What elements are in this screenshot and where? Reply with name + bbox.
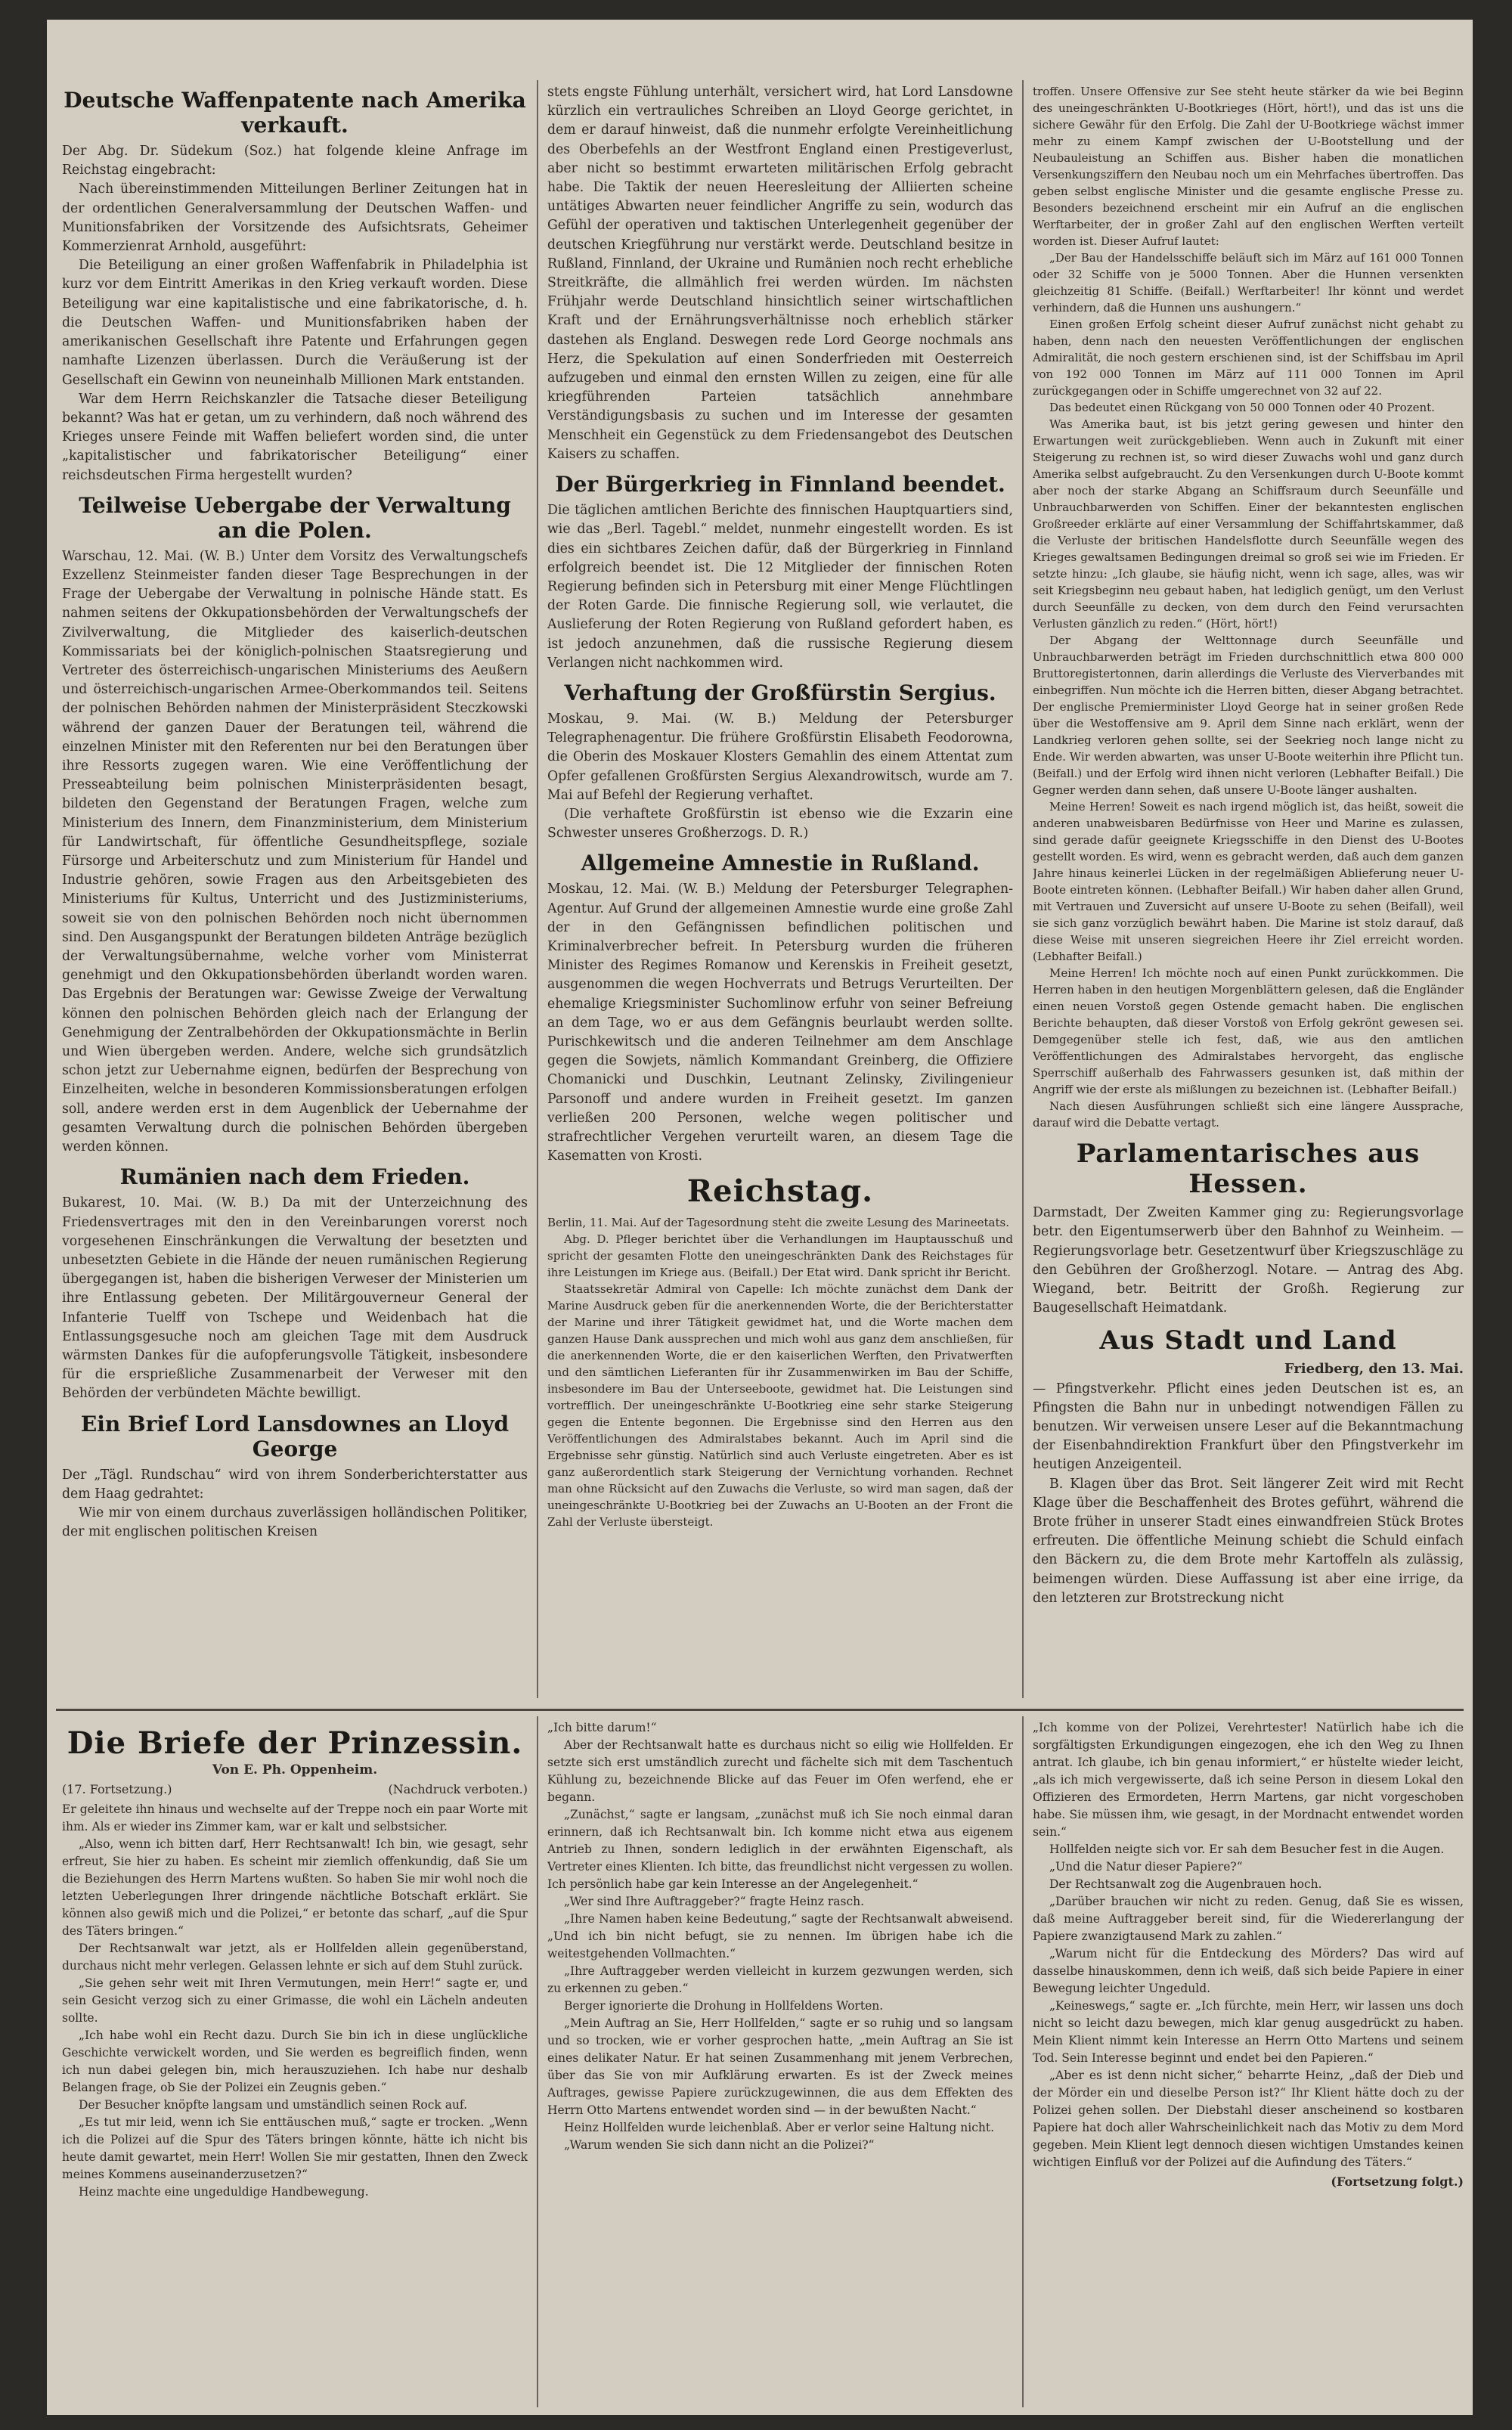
article-hessen xyxy=(1033,1139,1464,1318)
column-rule xyxy=(1022,80,1024,1698)
reprint-notice: (Nachdruck verboten.) xyxy=(388,1782,528,1796)
paragraph: Abg. D. Pfleger berichtet über die Verhandlungen im Hauptausschuß und spricht der gesamten Flotte den uneingeschränkten Dank des Reichstages für ihre Leistungen im Kriege aus. (Beifall.) Der Etat wird. Dank spricht ihr Bericht. xyxy=(547,1232,1013,1279)
dateline: Friedberg, den 13. Mai. xyxy=(1284,1360,1464,1377)
paragraph: Hollfelden neigte sich vor. Er sah dem Besucher fest in die Augen. xyxy=(1049,1843,1445,1856)
paragraph: — Pfingstverkehr. Pflicht eines jeden Deutschen ist es, an Pfingsten die Bahn nur in unbedingt notwendigen Fällen zu benutzen. Wir verweisen unsere Leser auf die Bekanntmachung der Eisenbahndirektion Frankfurt über den Pfingstverkehr im heutigen Anzeigenteil. xyxy=(1033,1381,1464,1473)
serial-title: Die Briefe der Prinzessin. xyxy=(67,1725,523,1761)
paragraph: „Ihre Namen haben keine Bedeutung,“ sagte der Rechtsanwalt abweisend. „Und ich bin nicht befugt, sie zu nennen. Im übrigen habe ich die weitestgehenden Vollmachten.“ xyxy=(547,1912,1013,1960)
paragraph: „Ich habe wohl ein Recht dazu. Durch Sie bin ich in diese unglückliche Geschichte verwickelt worden, und Sie werden es begreiflich finden, wenn ich nun dabei gelegen bin, mich herauszuziehen. Ich habe nur deshalb Belangen frage, ob Sie der Polizei ein Zeugnis geben.“ xyxy=(62,2029,528,2094)
paragraph: Einen großen Erfolg scheint dieser Aufruf zunächst nicht gehabt zu haben, denn nach den neuesten Veröffentlichungen der englischen Admiralität, die noch gestern erschienen sind, ist der Schiffsbau im April von 192 000 Tonnen im März auf 111 000 Tonnen im April zurückgegangen oder in Schiffe umgerechnet von 32 auf 22. xyxy=(1033,318,1464,398)
column-1 xyxy=(62,83,528,1694)
article-verwaltung-polen xyxy=(62,493,528,1158)
article-waffenpatente xyxy=(62,88,528,485)
article-stadt-land xyxy=(1033,1325,1464,1608)
paragraph: Nach übereinstimmenden Mitteilungen Berliner Zeitungen hat in der ordentlichen Generalversammlung der Deutschen Waffen- und Munitionsfabriken der Vorsitzende des Aufsichtsrats, Geheimer Kommerzienrat Arnhold, ausgeführt: xyxy=(62,181,528,255)
headline: Der Bürgerkrieg in Finnland beendet. xyxy=(555,472,1005,497)
serial-byline xyxy=(62,1782,528,1796)
article-lansdowne-brief xyxy=(62,1412,528,1542)
article-lansdowne-cont xyxy=(547,83,1013,464)
feuilleton-col-1 xyxy=(62,1719,528,2407)
paragraph: Heinz Hollfelden wurde leichenblaß. Aber er verlor seine Haltung nicht. xyxy=(564,2121,995,2134)
paragraph: „Wer sind Ihre Auftraggeber?“ fragte Heinz rasch. xyxy=(564,1895,865,1908)
paragraph: Meine Herren! Soweit es nach irgend möglich ist, das heißt, soweit die anderen unabweisbaren Bedürfnisse von Heer und Marine es zulassen, sind gerade dafür geeignete Kriegsschiffe in den Dienst des U-Bootes gestellt worden. Es wird, wenn es gebracht werden, daß auch dem ganzen Jahre hinaus keinerlei Lücken in der regelmäßigen Ablieferung neuer U-Boote eintreten können. (Lebhafter Beifall.) Wir haben daher allen Grund, mit Vertrauen und Zuversicht auf unsere U-Boote zu sehen (Beifall), weil sie sich ganz vorzüglich bewährt haben. Die Marine ist stolz darauf, daß diese Weise mit unseren siegreichen Heere ihr Ziel erreicht worden. (Lebhafter Beifall.) xyxy=(1033,800,1464,963)
paragraph: Der Abg. Dr. Südekum (Soz.) hat folgende kleine Anfrage im Reichstag eingebracht: xyxy=(62,144,528,178)
headline: Reichstag. xyxy=(686,1173,874,1210)
paragraph: B. Klagen über das Brot. Seit längerer Zeit wird mit Recht Klage über die Beschaffenheit des Brotes geführt, während die Brote früher in unserer Stadt eines einwandfreien Stück Brotes erfreuten. Die öffentliche Meinung schiebt die Schuld einfach den Bäckern zu, die dem Brote mehr Kartoffeln als zulässig, beimengen würden. Diese Auffassung ist aber eine irrige, da den letzteren zur Brotstreckung nicht xyxy=(1033,1476,1464,1606)
paragraph: Er geleitete ihn hinaus und wechselte auf der Treppe noch ein paar Worte mit ihm. Als er wieder ins Zimmer kam, war er kalt und selbstsicher. xyxy=(62,1802,528,1833)
paragraph: Moskau, 12. Mai. (W. B.) Meldung der Petersburger Telegraphen-Agentur. Auf Grund der allgemeinen Amnestie wurde eine große Zahl der in den Gefängnissen befindlichen politischen und Kriminalverbrecher befreit. In Petersburg wurden die früheren Minister des Regimes Romanow und Kerenskis in Freiheit gesetzt, ausgenommen die wegen Hochverrats und Betrugs Verurteilten. Der ehemalige Kriegsminister Suchomlinow erfuhr von seiner Befreiung an dem Tage, wo er aus dem Gefängnis beurlaubt werden sollte. Purischkewitsch und die anderen Teilnehmer am dem Anschlage gegen die Sowjets, nämlich Kommandant Greinberg, die Offiziere Chomanicki und Duschkin, Leutnant Zelinsky, Zivilingenieur Parsonoff und andere wurden in Freiheit gesetzt. Im ganzen verließen 200 Personen, welche wegen politischer und strafrechtlicher Vergehen verurteilt waren, an diesem Tage die Kasematten von Krosti. xyxy=(547,882,1013,1164)
column-rule xyxy=(1022,1716,1024,2407)
paragraph: Nach diesen Ausführungen schließt sich eine längere Aussprache, darauf wird die Debatte vertagt. xyxy=(1033,1099,1464,1130)
article-amnestie xyxy=(547,851,1013,1166)
article-reichstag xyxy=(547,1173,1013,1530)
column-rule xyxy=(537,1716,538,2407)
article-grossfuerstin xyxy=(547,680,1013,843)
continued-notice: (Fortsetzung folgt.) xyxy=(1331,2174,1464,2189)
headline: Allgemeine Amnestie in Rußland. xyxy=(581,851,980,876)
paragraph: Berlin, 11. Mai. Auf der Tagesordnung steht die zweite Lesung des Marineetats. xyxy=(547,1215,1009,1229)
article-rumaenien xyxy=(62,1164,528,1403)
paragraph: „Ich bitte darum!“ xyxy=(547,1721,657,1734)
feuilleton-rule xyxy=(56,1709,1464,1711)
column-3 xyxy=(1033,83,1464,1694)
newspaper-page xyxy=(47,20,1473,2415)
paragraph: Der Besucher knöpfte langsam und umständlich seinen Rock auf. xyxy=(79,2098,468,2112)
paragraph: Darmstadt, Der Zweiten Kammer ging zu: Regierungsvorlage betr. den Eigentumserwerb über den Bahnhof zu Weinheim. — Regierungsvorlage betr. Gesetzentwurf über Kriegszuschläge zu den Gebühren der Großherzogl. Notare. — Antrag des Abg. Wiegand, betr. Beitritt der Großh. Regierung zur Baugesellschaft Heimatdank. xyxy=(1033,1205,1464,1316)
headline: Rumänien nach dem Frieden. xyxy=(119,1164,470,1190)
headline: Aus Stadt und Land xyxy=(1099,1325,1397,1356)
paragraph: Die täglichen amtlichen Berichte des finnischen Hauptquartiers sind, wie das „Berl. Tagebl.“ meldet, nunmehr eingestellt worden. Es ist dies ein sichtbares Zeichen dafür, daß der Bürgerkrieg in Finnland erfolgreich beendet ist. Die 12 Mitglieder der finnischen Roten Regierung befinden sich in Petersburg mit einer Menge Flüchtlingen der Roten Garde. Die finnische Regierung soll, wie verlautet, die Auslieferung der Roten Regierung von Rußland gefordert haben, es ist jedoch anzunehmen, daß die russische Regierung diesem Verlangen nicht nachkommen wird. xyxy=(547,503,1013,671)
headline: Deutsche Waffenpatente nach Amerika verkauft. xyxy=(64,88,526,138)
paragraph: „Sie gehen sehr weit mit Ihren Vermutungen, mein Herr!“ sagte er, und sein Gesicht verzog sich zu einer Grimasse, die wohl ein Lächeln andeuten sollte. xyxy=(62,1976,528,2025)
paragraph: Der Abgang der Welttonnage durch Seeunfälle und Unbrauchbarwerden beträgt im Frieden durchschnittlich etwa 800 000 Bruttoregistertonnen, darin allerdings die Verluste des Vierverbandes mit einbegriffen. Nun möchte ich die Herren bitten, dieser Abgang betrachtet. Der englische Premierminister Lloyd George hat in seiner großen Rede über die Westoffensive am 9. April dem Sinne nach erklärt, wenn der Landkrieg verloren gehen sollte, sei der Seekrieg noch lange nicht zu Ende. Wir werden abwarten, was unser U-Boote weiterhin ihre Pflicht tun. (Beifall.) und der Erfolg wird ihnen nicht verloren (Lebhafter Beifall.) Die Gegner werden dann sehen, daß unsere U-Boote länger aushalten. xyxy=(1033,634,1464,797)
paragraph: „Darüber brauchen wir nicht zu reden. Genug, daß Sie es wissen, daß meine Auftraggeber bereit sind, für die Wiedererlangung der Papiere zwanzigtausend Mark zu zahlen.“ xyxy=(1033,1895,1464,1943)
paragraph: „Aber es ist denn nicht sicher,“ beharrte Heinz, „daß der Dieb und der Mörder ein und dieselbe Person ist?“ Ihr Klient hätte doch zu der Polizei gehen sollen. Der Diebstahl dieser anscheinend so kostbaren Papiere hat doch aller Wahrscheinlichkeit nach das Motiv zu dem Mord gegeben. Mein Klient legt dennoch diesen wichtigen Umstandes keinen wichtigen Einfluß vor der Polizei auf die Aufindung des Täters.“ xyxy=(1033,2069,1464,2169)
paragraph: Wie mir von einem durchaus zuverlässigen holländischen Politiker, der mit englischen politischen Kreisen xyxy=(62,1505,528,1540)
paragraph: War dem Herrn Reichskanzler die Tatsache dieser Beteiligung bekannt? Was hat er getan, um zu verhindern, daß noch während des Krieges unsere Feinde mit Waffen beliefert worden sind, die unter „kapitalistischer und fabrikatorischer Beteiligung“ einer reichsdeutschen Firma hergestellt wurden? xyxy=(62,391,528,483)
article-finnland xyxy=(547,472,1013,673)
paragraph: (Die verhaftete Großfürstin ist ebenso wie die Exzarin eine Schwester unseres Großherzogs. D. R.) xyxy=(547,806,1013,842)
paragraph: Aber der Rechtsanwalt hatte es durchaus nicht so eilig wie Hollfelden. Er setzte sich erst umständlich zurecht und fächelte sich mit dem Taschentuch Kühlung zu, bezeichnende Blicke auf das Feuer im Ofen werfend, ehe er begann. xyxy=(547,1738,1013,1804)
installment-label: (17. Fortsetzung.) xyxy=(62,1782,172,1796)
paragraph: „Und die Natur dieser Papiere?“ xyxy=(1049,1860,1243,1874)
paragraph: „Also, wenn ich bitten darf, Herr Rechtsanwalt! Ich bin, wie gesagt, sehr erfreut, Sie hier zu haben. Es scheint mir ziemlich offenkundig, daß Sie um die Beziehungen des Herrn Martens wußten. So haben Sie mir wohl noch die letzten Ueberlegungen Ihrer dringende nächtliche Botschaft erklärt. Sie können also gewiß mich und die Polizei,“ er betonte das scharf, „auf die Spur des Täters bringen.“ xyxy=(62,1837,528,1938)
paragraph: „Ich komme von der Polizei, Verehrtester! Natürlich habe ich die sorgfältigsten Erkundigungen eingezogen, ehe ich den Weg zu Ihnen antrat. Ich glaube, ich bin genau informiert,“ er hüstelte wieder leicht, „als ich mich vergewisserte, daß ich seine Person in diesem Lokal den Offizieren des Ermordeten, Herrn Martens, gar nicht vorgeschoben habe. Sie müssen ihm, wie gesagt, in der Mordnacht entwendet worden sein.“ xyxy=(1033,1721,1464,1839)
paragraph: „Warum nicht für die Entdeckung des Mörders? Das wird auf dasselbe hinauskommen, denn ich weiß, daß sich beide Papiere in einer Bewegung leichter Ungeduld. xyxy=(1033,1947,1464,1995)
feuilleton-col-2 xyxy=(547,1719,1013,2407)
paragraph: troffen. Unsere Offensive zur See steht heute stärker da wie bei Beginn des uneingeschränkten U-Bootkrieges (Hört, hört!), und das ist uns die sichere Gewähr für den Erfolg. Die Zahl der U-Bootkriege wächst immer mehr zu einem Kampf zwischen der U-Bootstellung und der Neubauleistung an Schiffen aus. Bisher haben die monatlichen Versenkungsziffern den Neubau noch um ein Mehrfaches übertroffen. Das geben selbst englische Minister und die gesamte englische Presse zu. Besonders bezeichnend erscheint mir ein Aufruf an die englischen Werftarbeiter, der in großer Zahl auf den englischen Werften verteilt worden ist. Dieser Aufruf lautet: xyxy=(1033,85,1464,248)
paragraph: Moskau, 9. Mai. (W. B.) Meldung der Petersburger Telegraphenagentur. Die frühere Großfürstin Elisabeth Feodorowna, die Oberin des Moskauer Klosters Gemahlin des einem Attentat zum Opfer gefallenen Großfürsten Sergius Alexandrowitsch, wurde am 7. Mai auf Befehl der Regierung verhaftet. xyxy=(547,711,1013,803)
paragraph: „Mein Auftrag an Sie, Herr Hollfelden,“ sagte er so ruhig und so langsam und so trocken, wie er vorher gesprochen hatte, „mein Auftrag an Sie ist eines delikater Natur. Er hat seinen Zusammenhang mit jenem Verbrechen, über das Sie von mir Aufklärung erwarten. Es ist der Zweck meines Auftrages, gewisse Papiere zurückzugewinnen, die aus dem Effekten des Herrn Otto Martens entwendet worden sind — in der bewußten Nacht.“ xyxy=(547,2016,1013,2117)
headline: Ein Brief Lord Lansdownes an Lloyd George xyxy=(80,1411,510,1461)
paragraph: „Warum wenden Sie sich dann nicht an die Polizei?“ xyxy=(564,2138,875,2152)
paragraph: Was Amerika baut, ist bis jetzt gering gewesen und hinter den Erwartungen weit zurückgeblieben. Wenn auch in Zukunft mit einer Steigerung zu rechnen ist, so wird dieser Zuwachs wohl und ganz durch Amerika selbst aufgebraucht. Zu den Versenkungen durch U-Boote kommt aber noch der starke Abgang an Schiffsraum durch Seeunfälle und Unbrauchbarwerden von Schiffen. Einer der bekanntesten englischen Großreeder erklärte auf einer Versammlung der Schiffahrtskammer, daß die Verluste der britischen Handelsflotte durch Seeunfälle wegen des Krieges gewaltsamen Bedingungen dreimal so groß sei wie im Frieden. Er setzte hinzu: „Ich glaube, sie häufig nicht, wenn ich sage, alles, was wir seit Kriegsbeginn neu gebaut haben, hat lediglich genügt, um den Verlust durch Seeunfälle zu decken, von dem durch den Feind verursachten Verlusten gänzlich zu reden.“ (Hört, hört!) xyxy=(1033,417,1464,631)
paragraph: Warschau, 12. Mai. (W. B.) Unter dem Vorsitz des Verwaltungschefs Exzellenz Steinmeister fanden dieser Tage Besprechungen in der Frage der Uebergabe der Verwaltung in polnische Hände statt. Es nahmen seitens der Okkupationsbehörden der Verwaltungschefs der Zivilverwaltung, die Mitglieder des kaiserlich-deutschen Kommissariats bei der königlich-polnischen Staatsregierung und Vertreter des österreichisch-ungarischen Ministeriums des Aeußern und österreichisch-ungarischen Armee-Oberkommandos teil. Seitens der polnischen Behörden nahmen der Ministerpräsident Steczkowski während der ganzen Dauer der Beratungen teil, während die einzelnen Minister mit den Referenten nur bei den Beratungen über ihre Ressorts zugegen waren. Wie eine Veröffentlichung der Presseabteilung beim polnischen Ministerpräsidenten besagt, bildeten den Gegenstand der Beratungen Fragen, welche zum Ministerium des Innern, dem Finanzministerium, dem Ministerium für Landwirtschaft, für öffentliche Gesundheitspflege, soziale Fürsorge und Arbeiterschutz und zum Ministerium für Handel und Industrie gehören, sowie Fragen aus den Arbeitsgebieten des Ministeriums für Kultus, Unterricht und des Justizministeriums, soweit sie von den polnischen Behörden noch nicht übernommen sind. Den Ausgangspunkt der Beratungen bildeten Anträge bezüglich der Verwaltungsübernahme, welche vorher vom Ministerrat genehmigt und den Okkupationsbehörden überlandt worden waren. Das Ergebnis der Beratungen war: Gewisse Zweige der Verwaltung können den polnischen Behörden gleich nach der Erlangung der Genehmigung der Zentralbehörden der Okkupationsmächte in Berlin und Wien übergeben werden. Andere, welche sich grundsätzlich schon jetzt zur Uebernahme eignen, bedürfen der Besprechung von Einzelheiten, welche in besonderen Kommissionsberatungen erfolgen soll, andere werden erst in dem Augenblick der Uebernahme der gesamten Verwaltung durch die polnischen Behörden übergeben werden können. xyxy=(62,548,528,1155)
paragraph: „Es tut mir leid, wenn ich Sie enttäuschen muß,“ sagte er trocken. „Wenn ich die Polizei auf die Spur des Täters bringen könnte, hätte ich nicht bis heute damit gewartet, mein Herr! Wollen Sie mir gestatten, Ihnen den Zweck meines Kommens auseinanderzusetzen?“ xyxy=(62,2115,528,2181)
feuilleton-col-3 xyxy=(1033,1719,1464,2407)
paragraph: Berger ignorierte die Drohung in Hollfeldens Worten. xyxy=(564,1999,884,2013)
headline: Verhaftung der Großfürstin Sergius. xyxy=(564,680,996,705)
article-reichstag-cont xyxy=(1033,83,1464,1131)
column-rule xyxy=(537,80,538,1698)
paragraph: Das bedeutet einen Rückgang von 50 000 Tonnen oder 40 Prozent. xyxy=(1049,401,1435,414)
serial-author: Von E. Ph. Oppenheim. xyxy=(212,1762,378,1778)
paragraph: Meine Herren! Ich möchte noch auf einen Punkt zurückkommen. Die Herren haben in den heutigen Morgenblättern gelesen, daß die Engländer einen neuen Vorstoß gegen Ostende gemacht haben. Die englischen Berichte behaupten, daß dieser Vorstoß von Erfolg gekrönt gewesen sei. Demgegenüber stelle ich fest, daß, wie aus den amtlichen Veröffentlichungen des Admiralstabes hervorgeht, das englische Sperrschiff außerhalb des Fahrwassers gesunken ist, daß mithin der Angriff wie der erste als mißlungen zu bezeichnen ist. (Lebhafter Beifall.) xyxy=(1033,966,1464,1096)
paragraph: stets engste Fühlung unterhält, versichert wird, hat Lord Lansdowne kürzlich ein vertrauliches Schreiben an Lloyd George gerichtet, in dem er darauf hinweist, daß die nunmehr erfolgte Vereinheitlichung des Oberbefehls an der Westfront England einen Prestigeverlust, aber nicht so bestimmt erwarteten militärischen Erfolg gebracht habe. Die Taktik der neuen Heeresleitung der Alliierten scheine untätiges Abwarten neuer feindlicher Angriffe zu sein, wodurch das Gefühl der operativen und taktischen Unterlegenheit gegenüber der deutschen Kriegführung nur verstärkt werde. Deutschland besitze in Rußland, Finnland, der Ukraine und Rumänien noch recht erhebliche Streitkräfte, die allmählich frei werden würden. Im nächsten Frühjahr werde Deutschland hinsichtlich seiner wirtschaftlichen Kraft und der Ernährungsverhältnisse noch erheblich stärker dastehen als England. Deswegen rede Lord George nochmals ans Herz, die Spekulation auf einen Sonderfrieden mit Oesterreich aufzugeben und einmal den ernsten Willen zu zeigen, eine für alle kriegführenden Parteien tatsächlich annehmbare Verständigungsbasis zu suchen und im Interesse der gesamten Menschheit ein Gegenstück zu dem Friedensangebot des Deutschen Kaisers zu schaffen. xyxy=(547,85,1013,462)
paragraph: Staatssekretär Admiral von Capelle: Ich möchte zunächst dem Dank der Marine Ausdruck geben für die anerkennenden Worte, die der Berichterstatter der Marine und ihrer Tätigkeit gewidmet hat, und die Worte machen dem ganzen Hause Dank aussprechen und mich wohl aus ganz dem anschließen, für die anerkennenden Worte, die er den kaiserlichen Werften, den Privatwerften und den sämtlichen Lieferanten für ihr Zusammenwirken im Bau der Schiffe, insbesondere im Bau der Unterseeboote, gewidmet hat. Die Leistungen sind vortrefflich. Der uneingeschränkte U-Bootkrieg eine sehr starke Steigerung gegen die Entente begonnen. Die Ergebnisse sind den Herren aus den Veröffentlichungen des Admiralstabes bekannt. Auch im April sind die Ergebnisse sehr günstig. Natürlich sind auch Verluste eingetreten. Aber es ist ganz außerordentlich stark Steigerung der Vernichtung vorhanden. Rechnet man ohne Rücksicht auf den Zuwachs die Verluste, so wird man sagen, daß der uneingeschränkte U-Bootkrieg bei der Zuwachs an U-Booten an der Front die Zahl der Verluste übersteigt. xyxy=(547,1282,1013,1529)
paragraph: Der „Tägl. Rundschau“ wird von ihrem Sonderberichterstatter aus dem Haag gedrahtet: xyxy=(62,1467,528,1502)
paragraph: „Keineswegs,“ sagte er. „Ich fürchte, mein Herr, wir lassen uns doch nicht so leicht dazu bewegen, mich klar genug ausgedrückt zu haben. Mein Klient nimmt kein Interesse an Herrn Otto Martens und seinem Tod. Sein Interesse beginnt und endet bei den Papieren.“ xyxy=(1033,1999,1464,2065)
headline: Teilweise Uebergabe der Verwaltung an die Polen. xyxy=(79,492,511,543)
paragraph: „Der Bau der Handelsschiffe beläuft sich im März auf 161 000 Tonnen oder 32 Schiffe von je 5000 Tonnen. Aber die Hunnen versenkten gleichzeitig 81 Schiffe. (Beifall.) Werftarbeiter! Ihr könnt und werdet verhindern, daß die Hunnen uns aushungern.“ xyxy=(1033,251,1464,315)
headline: Parlamentarisches aus Hessen. xyxy=(1076,1139,1421,1200)
paragraph: Bukarest, 10. Mai. (W. B.) Da mit der Unterzeichnung des Friedensvertrages mit den in den Vereinbarungen vorerst noch vorgesehenen Einschränkungen die Verwaltung der besetzten und unbesetzten Gebiete in die Hände der neuen rumänischen Regierung übergegangen ist, haben die bisherigen Verweser der Ministerien um ihre Entlassung gebeten. Der Militärgouverneur General der Infanterie Tuelff von Tschepe und Weidenbach hat die Entlassungsgesuche noch am gleichen Tage mit dem Ausdruck wärmsten Dankes für die aufopferungsvolle Tätigkeit, insbesondere für die ersprießliche Zusammenarbeit der Verweser mit den Behörden der verbündeten Mächte bewilligt. xyxy=(62,1195,528,1402)
paragraph: Heinz machte eine ungeduldige Handbewegung. xyxy=(79,2185,369,2199)
column-2 xyxy=(547,83,1013,1694)
paragraph: Die Beteiligung an einer großen Waffenfabrik in Philadelphia ist kurz vor dem Eintritt Amerikas in den Krieg verkauft worden. Diese Beteiligung war eine kapitalistische und eine fabrikatorische, d. h. die Deutschen Waffen- und Munitionsfabriken haben der amerikanischen Gesellschaft ihre Patente und Erfahrungen gegen namhafte Lizenzen überlassen. Durch die Veräußerung ist der Gesellschaft ein Gewinn von neuneinhalb Millionen Mark entstanden. xyxy=(62,258,528,388)
paragraph: „Zunächst,“ sagte er langsam, „zunächst muß ich Sie noch einmal daran erinnern, daß ich Rechtsanwalt bin. Ich komme nicht etwa aus eigenem Antrieb zu Ihnen, sondern lediglich in der erwähnten Eigenschaft, als Vertreter eines Klienten. Ich bitte, das freundlichst nicht vergessen zu wollen. Ich persönlich habe gar kein Interesse an der Angelegenheit.“ xyxy=(547,1808,1013,1891)
paragraph: Der Rechtsanwalt zog die Augenbrauen hoch. xyxy=(1049,1877,1322,1891)
paragraph: Der Rechtsanwalt war jetzt, als er Hollfelden allein gegenüberstand, durchaus nicht mehr verlegen. Gelassen lehnte er sich auf dem Stuhl zurück. xyxy=(62,1942,528,1973)
paragraph: „Ihre Auftraggeber werden vielleicht in kurzem gezwungen werden, sich zu erkennen zu geben.“ xyxy=(547,1964,1013,1995)
